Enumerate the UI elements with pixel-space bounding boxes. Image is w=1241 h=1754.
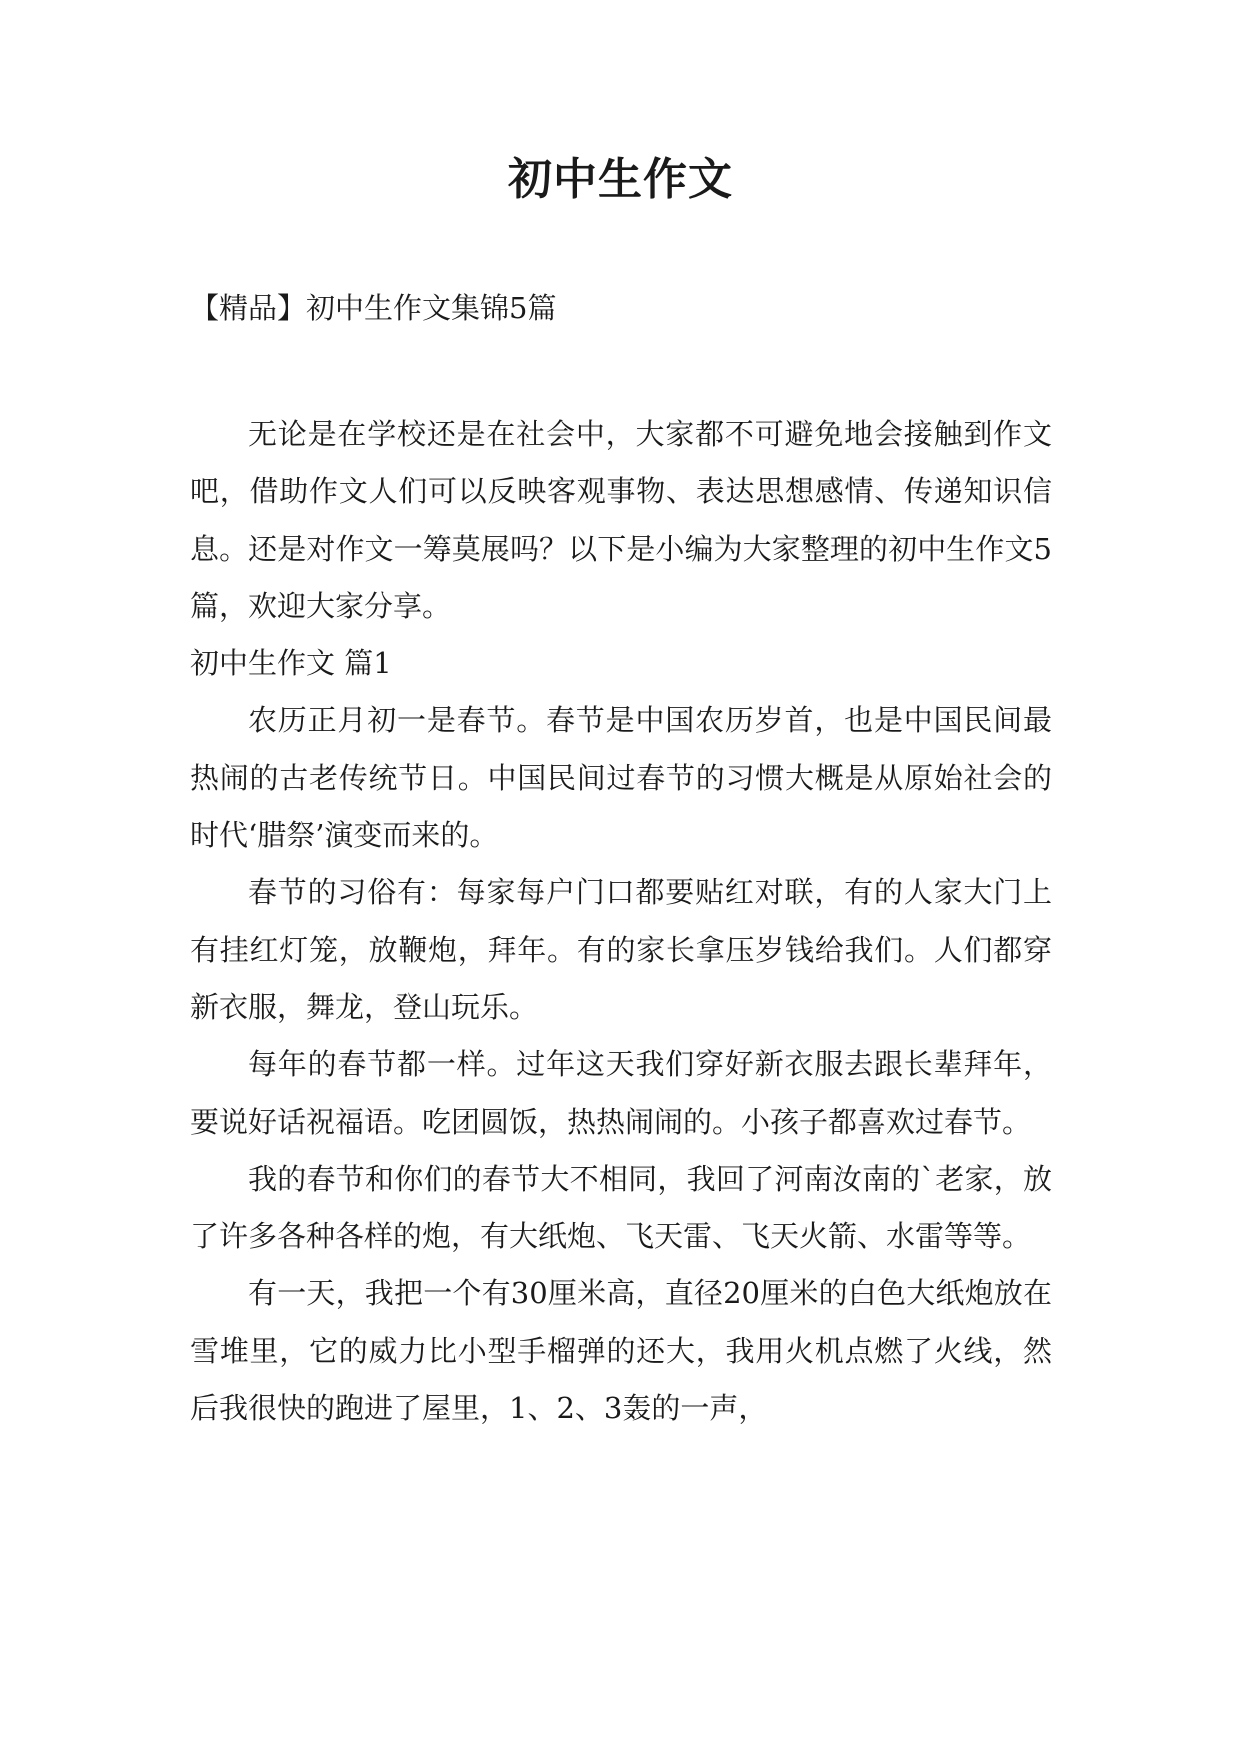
- document-body: [190, 406, 1052, 1437]
- document-subtitle: 【精品】初中生作文集锦5篇: [190, 291, 557, 325]
- paragraph: 春节的习俗有：每家每户门口都要贴红对联，有的人家大门上有挂红灯笼，放鞭炮，拜年。有的家长拿压岁钱给我们。人们都穿新衣服，舞龙，登山玩乐。: [190, 875, 1052, 1024]
- paragraph-intro: 无论是在学校还是在社会中，大家都不可避免地会接触到作文吧，借助作文人们可以反映客观事物、表达思想感情、传递知识信息。还是对作文一筹莫展吗？以下是小编为大家整理的初中生作文5篇，欢迎大家分享。: [190, 417, 1052, 623]
- paragraph: 每年的春节都一样。过年这天我们穿好新衣服去跟长辈拜年，要说好话祝福语。吃团圆饭，热热闹闹的。小孩子都喜欢过春节。: [190, 1047, 1052, 1139]
- paragraph: 农历正月初一是春节。春节是中国农历岁首，也是中国民间最热闹的古老传统节日。中国民间过春节的习惯大概是从原始社会的时代‘腊祭’演变而来的。: [190, 703, 1052, 853]
- paragraph: 我的春节和你们的春节大不相同，我回了河南汝南的`老家，放了许多各种各样的炮，有大纸炮、飞天雷、飞天火箭、水雷等等。: [190, 1161, 1052, 1254]
- section-heading-1: 初中生作文 篇1: [190, 646, 392, 681]
- paragraph: 有一天，我把一个有30厘米高，直径20厘米的白色大纸炮放在雪堆里，它的威力比小型手榴弹的还大，我用火机点燃了火线，然后我很快的跑进了屋里，1、2、3轰的一声，: [190, 1276, 1052, 1426]
- document-title: 初中生作文: [508, 154, 733, 205]
